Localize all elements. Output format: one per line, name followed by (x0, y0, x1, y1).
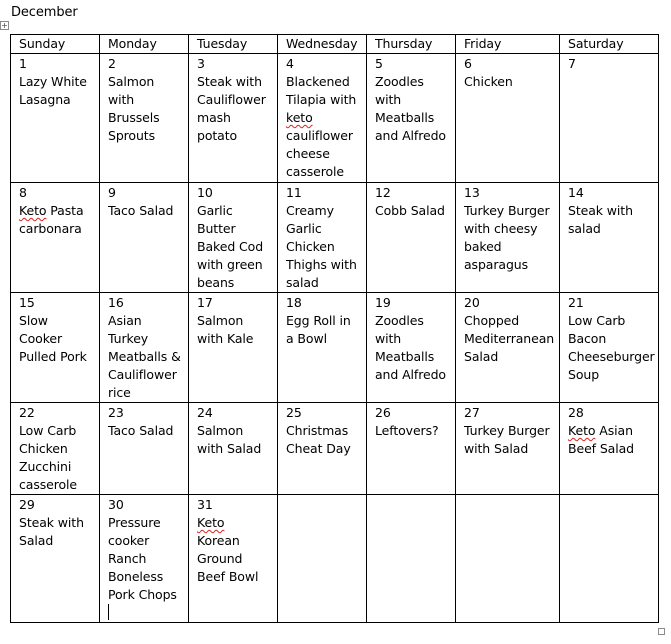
day-number: 22 (19, 405, 35, 420)
day-number: 25 (286, 405, 302, 420)
day-number: 28 (568, 405, 584, 420)
meal-text: Slow Cooker Pulled Pork (19, 313, 87, 364)
table-resize-handle-icon[interactable] (658, 628, 665, 635)
week-row (11, 495, 659, 623)
day-number: 4 (286, 56, 294, 71)
day-number: 19 (375, 295, 391, 310)
meal-text: Lazy White Lasagna (19, 74, 87, 107)
weekday-header[interactable]: Monday (100, 35, 189, 54)
day-number: 23 (108, 405, 124, 420)
day-number: 17 (197, 295, 213, 310)
day-cell[interactable] (560, 183, 659, 293)
day-cell[interactable] (11, 293, 100, 403)
meal-text: Asian Turkey Meatballs & Cauliflower rice (108, 313, 181, 400)
day-cell[interactable] (100, 495, 189, 623)
meal-text: Keto Korean Ground Beef Bowl (197, 515, 259, 584)
day-number: 21 (568, 295, 584, 310)
day-cell[interactable] (456, 54, 560, 183)
meal-text: Steak with salad (568, 203, 633, 236)
day-number: 26 (375, 405, 391, 420)
day-number: 3 (197, 56, 205, 71)
weekday-header[interactable]: Saturday (560, 35, 659, 54)
day-cell[interactable] (189, 293, 278, 403)
day-number: 20 (464, 295, 480, 310)
day-number: 27 (464, 405, 480, 420)
day-cell[interactable] (189, 495, 278, 623)
day-number: 16 (108, 295, 124, 310)
meal-text: Pressure cooker Ranch Boneless Pork Chops (108, 515, 177, 602)
meal-text: Salmon with Kale (197, 313, 254, 346)
day-cell[interactable] (560, 403, 659, 495)
day-number: 30 (108, 497, 124, 512)
meal-text: Steak with Cauliflower mash potato (197, 74, 266, 143)
meal-text: Low Carb Chicken Zucchini casserole (19, 423, 78, 492)
day-cell[interactable] (456, 183, 560, 293)
day-number: 14 (568, 185, 584, 200)
meal-text: Zoodles with Meatballs and Alfredo (375, 313, 446, 382)
week-row (11, 54, 659, 183)
day-cell[interactable] (456, 403, 560, 495)
day-cell[interactable] (11, 495, 100, 623)
day-number: 11 (286, 185, 302, 200)
day-number: 8 (19, 185, 27, 200)
week-row (11, 293, 659, 403)
day-number: 2 (108, 56, 116, 71)
day-number: 13 (464, 185, 480, 200)
day-cell[interactable] (189, 403, 278, 495)
weekday-header[interactable]: Tuesday (189, 35, 278, 54)
day-number: 1 (19, 56, 27, 71)
day-number: 10 (197, 185, 213, 200)
day-number: 6 (464, 56, 472, 71)
day-cell[interactable] (100, 183, 189, 293)
day-number: 12 (375, 185, 391, 200)
week-row (11, 403, 659, 495)
text-cursor (108, 604, 109, 620)
day-cell[interactable] (11, 403, 100, 495)
day-cell[interactable] (278, 54, 367, 183)
day-cell[interactable] (367, 495, 456, 623)
day-cell[interactable] (100, 403, 189, 495)
meal-text: Zoodles with Meatballs and Alfredo (375, 74, 446, 143)
meal-text: Blackened Tilapia with keto cauliflower cheese casserole (286, 74, 357, 179)
day-cell[interactable] (11, 183, 100, 293)
day-cell[interactable] (456, 293, 560, 403)
table-move-handle-icon[interactable]: + (1, 21, 8, 30)
day-cell[interactable] (11, 54, 100, 183)
meal-text: Chopped Mediterranean Salad (464, 313, 555, 364)
day-cell[interactable] (278, 495, 367, 623)
meal-text: Egg Roll in a Bowl (286, 313, 351, 346)
meal-text: Taco Salad (108, 423, 174, 438)
meal-text: Garlic Butter Baked Cod with green beans (197, 203, 264, 290)
calendar-table (10, 34, 659, 623)
week-row (11, 183, 659, 293)
day-number: 24 (197, 405, 213, 420)
day-number: 29 (19, 497, 35, 512)
day-cell[interactable] (278, 183, 367, 293)
day-number: 15 (19, 295, 35, 310)
document-title: December (11, 5, 78, 20)
day-number: 18 (286, 295, 302, 310)
meal-text: Keto Pasta carbonara (19, 203, 84, 236)
day-cell[interactable] (456, 495, 560, 623)
day-cell[interactable] (367, 293, 456, 403)
meal-text: Low Carb Bacon Cheeseburger Soup (568, 313, 655, 382)
day-cell[interactable] (278, 403, 367, 495)
weekday-header-row (11, 35, 659, 54)
day-cell[interactable] (100, 293, 189, 403)
day-cell[interactable] (560, 54, 659, 183)
day-cell[interactable] (367, 183, 456, 293)
meal-text: Steak with Salad (19, 515, 84, 548)
meal-text: Cobb Salad (375, 203, 445, 218)
meal-text: Turkey Burger with Salad (464, 423, 550, 456)
meal-text: Taco Salad (108, 203, 174, 218)
day-cell[interactable] (560, 495, 659, 623)
meal-text: Salmon with Brussels Sprouts (108, 74, 160, 143)
meal-text: Chicken (464, 74, 513, 89)
weekday-header[interactable]: Friday (456, 35, 560, 54)
day-cell[interactable] (189, 183, 278, 293)
day-cell[interactable] (100, 54, 189, 183)
meal-text: Leftovers? (375, 423, 439, 438)
day-cell[interactable] (367, 54, 456, 183)
meal-text: Turkey Burger with cheesy baked asparagus (464, 203, 550, 272)
day-cell[interactable] (367, 403, 456, 495)
day-cell[interactable] (278, 293, 367, 403)
weekday-header[interactable]: Wednesday (278, 35, 367, 54)
meal-text: Creamy Garlic Chicken Thighs with salad (286, 203, 357, 290)
weekday-header[interactable]: Thursday (367, 35, 456, 54)
day-number: 7 (568, 56, 576, 71)
meal-text: Salmon with Salad (197, 423, 262, 456)
day-cell[interactable] (189, 54, 278, 183)
day-cell[interactable] (560, 293, 659, 403)
meal-text: Keto Asian Beef Salad (568, 423, 634, 456)
day-number: 9 (108, 185, 116, 200)
meal-text: Christmas Cheat Day (286, 423, 351, 456)
day-number: 31 (197, 497, 213, 512)
day-number: 5 (375, 56, 383, 71)
weekday-header[interactable]: Sunday (11, 35, 100, 54)
